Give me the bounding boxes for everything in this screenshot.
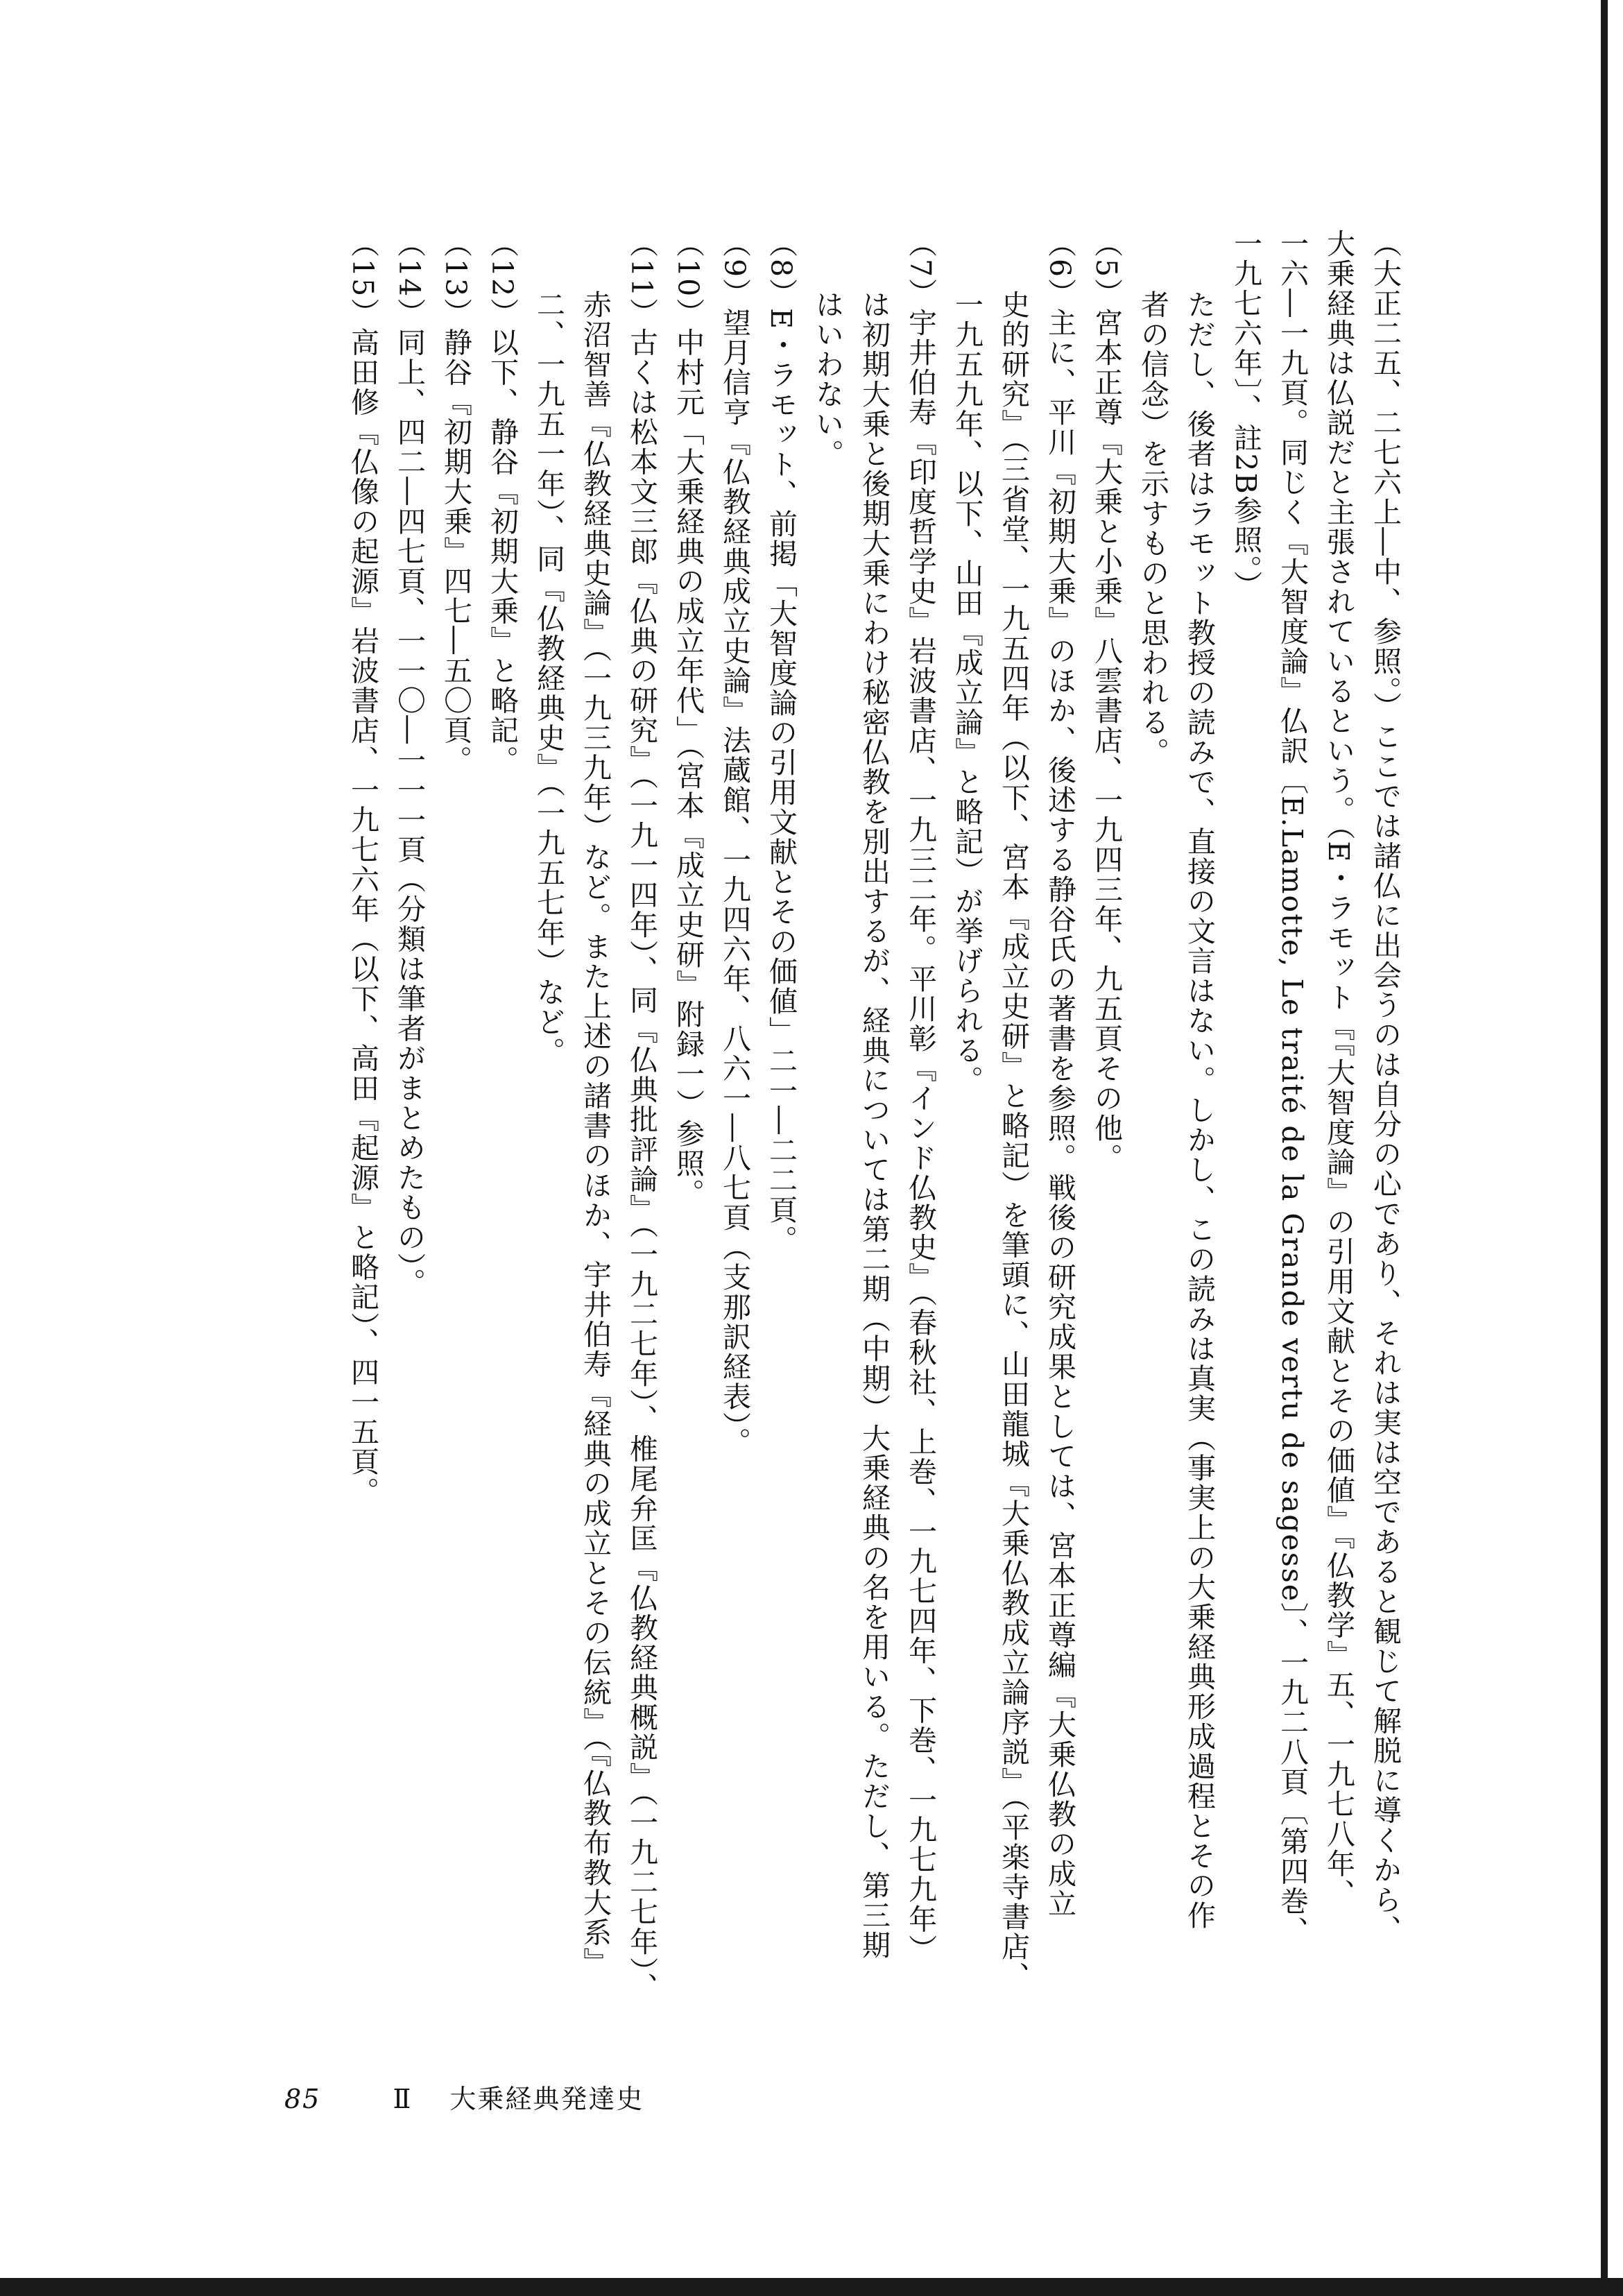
note-line: （10）中村元「大乗経典の成立年代」（宮本『成立史研』附録一）参照。 bbox=[671, 229, 705, 1208]
note-line: 二、一九五一年）、同『仏教経典史』（一九五七年）など。 bbox=[532, 290, 565, 1067]
note-line: （8）E・ラモット、前掲「大智度論の引用文献とその価値」二一―二二頁。 bbox=[764, 229, 798, 1256]
note-line: 大乗経典は仏説だと主張されているという。（E・ラモット『『大智度論』の引用文献とその価値』『仏教学』五、一九七八年、 bbox=[1322, 229, 1355, 1909]
note-line: （7）宇井伯寿『印度哲学史』岩波書店、一九三二年。平川彰『インド仏教史』（春秋社、上巻、一九七四年、下巻、一九七九年） bbox=[904, 229, 937, 1964]
note-line: は初期大乗と後期大乗にわけ秘密仏教を別出するが、経典については第二期（中期）大乗経典の名を用いる。ただし、第三期 bbox=[857, 290, 891, 1960]
note-line: はいわない。 bbox=[811, 290, 844, 469]
note-line: 史的研究』（三省堂、一九五四年（以下、宮本『成立史研』と略記）を筆頭に、山田龍城『大乗仏教成立論序説』（平楽寺書店、 bbox=[997, 290, 1030, 1991]
note-line: （15）高田修『仏像の起源』岩波書店、一九七六年（以下、高田『起源』と略記）、四一五頁。 bbox=[346, 229, 379, 1507]
note-line: （大正二五、二七六上―中、参照。）ここでは諸仏に出会うのは自分の心であり、それは実は空であると観じて解脱に導くから、 bbox=[1368, 229, 1402, 1945]
section-title: 大乗経典発達史 bbox=[449, 2084, 644, 2114]
note-line: （9）望月信亨『仏教経典成立史論』法蔵館、一九四六年、八六一―八七頁（支那訳経表）。 bbox=[718, 229, 751, 1457]
page-footer bbox=[284, 2077, 644, 2116]
note-line: （5）宮本正尊『大乗と小乗』八雲書店、一九四三年、九五頁その他。 bbox=[1090, 229, 1123, 1174]
note-line: 一九七六年〕、註2B参照。） bbox=[1229, 229, 1262, 601]
note-line: 一九五九年、以下、山田『成立論』と略記）が挙げられる。 bbox=[950, 290, 984, 1095]
note-line: （13）静谷『初期大乗』四七―五〇頁。 bbox=[439, 229, 472, 776]
note-line: （11）古くは松本文三郎『仏典の研究』（一九一四年）、同『仏典批評論』（一九二七年）、椎尾弁匡『仏教経典概説』（一九二七年）、 bbox=[625, 229, 658, 2003]
scan-edge-right bbox=[1601, 0, 1608, 2296]
note-line: （14）同上、四二―四七頁、一一〇―一一一頁（分類は筆者がまとめたもの）。 bbox=[393, 229, 426, 1298]
section-number: Ⅱ bbox=[393, 2084, 413, 2114]
scan-edge-bottom bbox=[0, 2278, 1623, 2296]
note-line: 赤沼智善『仏教経典史論』（一九三九年）など。また上述の諸書のほか、宇井伯寿『経典の成立とその伝統』（『仏教布教大系』 bbox=[578, 290, 612, 1978]
notes-block bbox=[229, 229, 1408, 2003]
note-line: 一六―一九頁。同じく『大智度論』仏訳〔E.Lamotte, Le traité de la Grande vertu de sagesse〕、一九二八頁〔第四巻、 bbox=[1276, 229, 1309, 1946]
note-line: （12）以下、静谷『初期大乗』と略記。 bbox=[486, 229, 519, 776]
note-line: 者の信念）を示すものと思われる。 bbox=[1136, 290, 1169, 767]
page-number: 85 bbox=[284, 2084, 321, 2114]
note-line: ただし、後者はラモット教授の読みで、直接の文言はない。しかし、この読みは真実（事実上の大乗経典形成過程とその作 bbox=[1183, 290, 1216, 1930]
note-line: （6）主に、平川『初期大乗』のほか、後述する静谷氏の著書を参照。戦後の研究成果としては、宮本正尊編『大乗仏教の成立 bbox=[1043, 229, 1076, 1919]
